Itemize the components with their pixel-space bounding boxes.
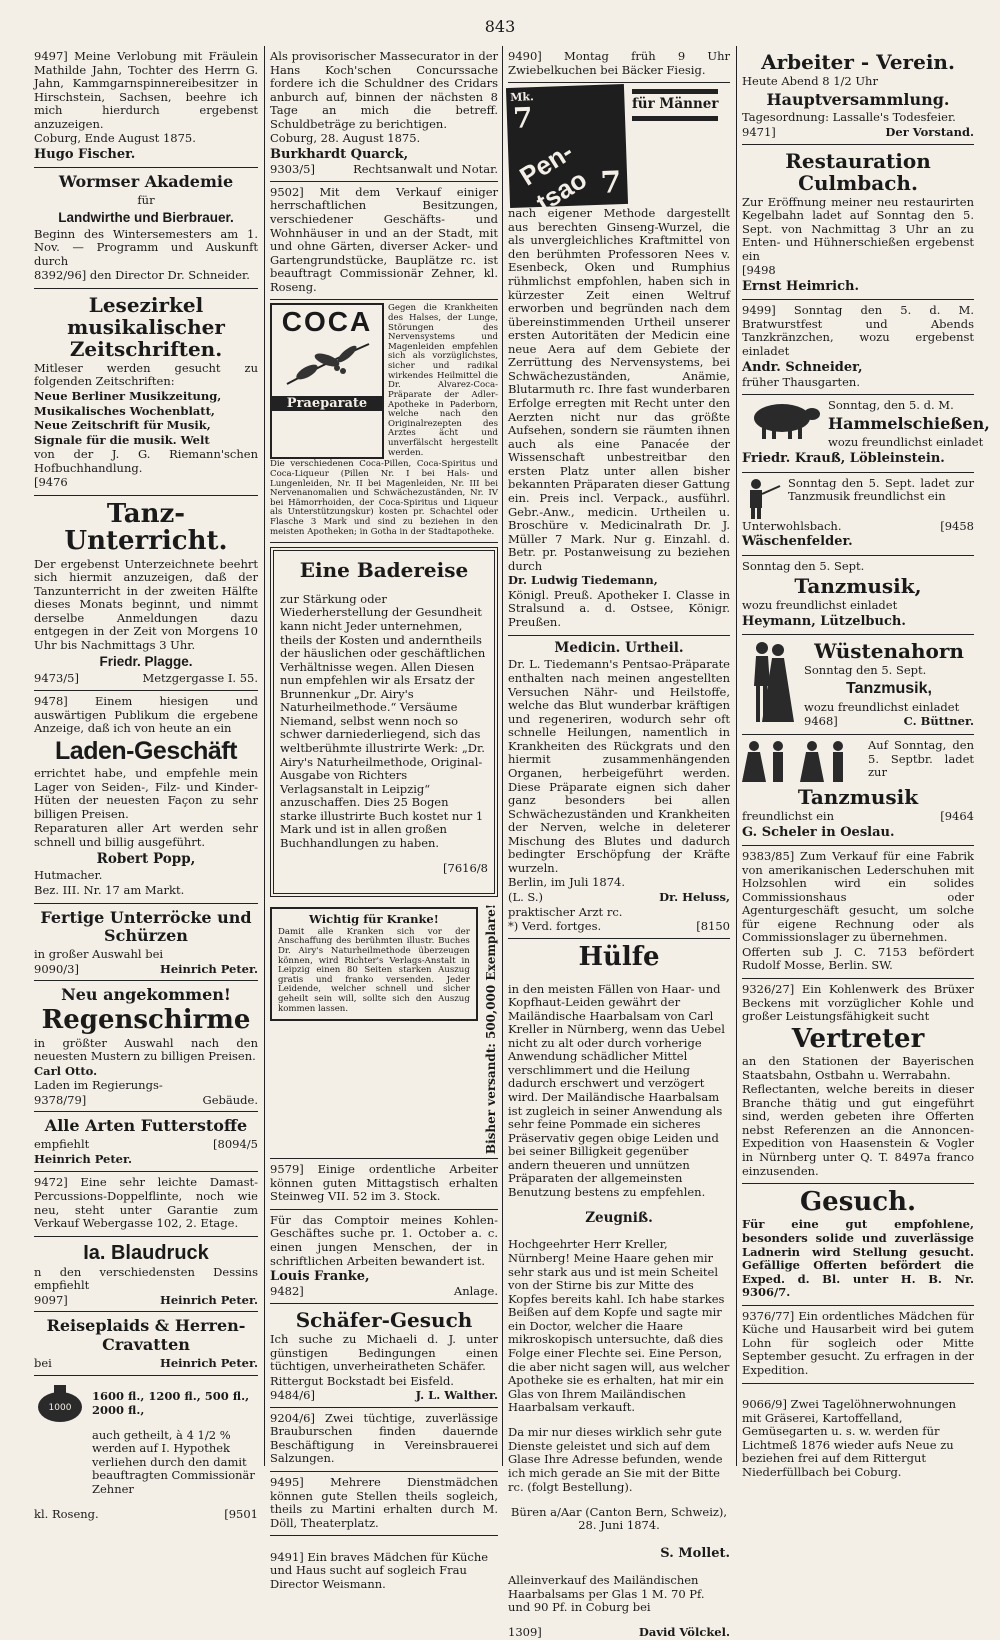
wichtig-box [270,907,478,1021]
musician-icon [742,476,782,520]
column-rule [736,46,737,1466]
ad-unterroecke [34,904,258,982]
column-3 [504,46,734,1640]
ad-lesezirkel [34,289,258,496]
ad-maedchen [742,1306,974,1384]
ad-text: Reflectanten, welche bereits in dieser Branche thätig und gut eingeführt sind, werden gebeten ihre Offerten nebst Referenzen an die Annoncen-Expedition von Haasenstein & Vogler in Nürnberg unter Q. T. 8497a franco einzusenden. [742,1082,974,1178]
ad-text: Für eine gut empfohlene, besonders solide und zuverlässige Ladnerin wird Stellung gesucht. Gefällige Offerten befördert die Exped. d. Bl. unter H. B. Nr. 9306/7. [742,1217,974,1300]
ad-tageloehner [742,1384,974,1480]
ad-signature: G. Scheler in Oeslau. [742,824,895,840]
ad-place: Berlin, im Juli 1874. [508,875,626,890]
ad-seal: (L. S.) [508,890,544,905]
ad-ref: [9476 [34,475,68,490]
ad-verlobung [34,46,258,168]
ad-wuestenahorn [742,635,974,735]
ad-place: Coburg, 28. August 1875. [270,131,421,146]
pentsao-logo [506,84,628,218]
ad-text: in größter Auswahl nach den neuesten Mustern zu billigen Preisen. [34,1035,258,1064]
ad-address: Königl. Preuß. Apotheker I. Classe in Stralsund a. d. Ostsee, Königr. Preußen. [508,587,730,629]
ad-signature: Ernst Heimrich. [742,278,859,294]
ad-text: Damit alle Kranken sich vor der Anschaffung des berühmten illustr. Buches Dr. Airy's Naturheilmethode überzeugen können, wird Richter's Verlags-Anstalt in Leipzig einen 80 Seiten starken Auszug gratis und franko versenden. Jeder Leidende, welcher schnell und sicher geheilt sein will, sollte sich den Auszug kommen lassen. [278,926,470,1014]
ad-title: Fertige Unterröcke und Schürzen [40,907,252,946]
ad-text: 9383/85] Zum Verkauf für eine Fabrik von amerikanischen Lederschuhen mit Holzsohlen wird ein solides Commissionshaus oder Agenturgeschäft gesucht, um solche für eigene Rechnung oder als Commissionslager zu übernehmen. [742,848,974,945]
ad-hammelschiessen [742,395,990,472]
ad-besitzungen [270,182,498,301]
ad-signature: J. L. Walther. [415,1388,498,1403]
ad-ref: [9464 [940,809,974,824]
ad-signature: David Völckel. [638,1625,730,1640]
ad-signature: Friedr. Krauß, Löbleinstein. [742,451,945,467]
ad-text: 9502] Mit dem Verkauf einiger herrschaftlichen Besitzungen, verschiedener Geschäfts- und Wohnhäuser in und an der Stadt, mit und ohne Gärten, diverser Acker- und Gartengrundstücke, Bauplätze rc. ist beauftragt Commissionär Zehner, kl. Roseng. [270,184,498,294]
ad-text: Offerten sub J. C. 7153 befördert Rudolf Mosse, Berlin. SW. [742,944,974,973]
ad-text: 9490] Montag früh 9 Uhr Zwiebelkuchen bei Bäcker Fiesig. [508,49,730,77]
ad-title: Alle Arten Futterstoffe [44,1116,248,1136]
ad-address: Bez. III. Nr. 17 am Markt. [34,883,185,897]
ad-text: Gegen die Krankheiten des Halses, der Lunge, Störungen des Nervensystems und Magenleiden empfehlen sich als vorzüglichstes, sicher und radikal wirkendes Heilmittel die Dr. Alvarez-Coca-Präparate der Adler-Apotheke in Paderborn, welche nach den Originalrezepten des Arztes ächt und unverfälscht hergestellt werden. [388,303,498,458]
ad-amounts: 1600 fl., 1200 fl., 500 fl., 2000 fl., [92,1389,250,1417]
ad-coca [270,300,498,543]
ad-signature: Dr. Heluss, [659,890,730,905]
ad-text: Dr. L. Tiedemann's Pentsao-Präparate enthalten nach meinen angestellten Versuchen Nähr- und Heilstoffe, welche das Blut wunderbar kräftigen und regeneriren, wodurch sehr oft schnelle Heilungen, namentlich in Krankheiten des Rückgrats und den hiermit zusammenhängenden Organen, herbeigeführt werden. Diese Präparate eignen sich daher ganz besonders bei allen Schwächezuständen und Krankheiten der Nerven, welche in deleterer Mischung des Blutes und dadurch bedingter Erschöpfung der Kräfte wurzeln. [508,657,730,875]
ad-address: Unterwohlsbach. [742,518,842,533]
ad-title: Hammelschießen, [828,413,990,433]
coca-logo-text: COCA [281,306,373,338]
ad-title: Lesezirkel musikalischer Zeitschriften. [67,292,225,361]
ad-signature: Wäschenfelder. [742,534,853,550]
ad-role: Hutmacher. [34,868,103,883]
ad-geld [34,1376,258,1522]
ad-title: Arbeiter - Verein. [761,50,955,74]
ad-bratwurst [742,300,974,395]
ad-title: Restauration Culmbach. [785,148,931,195]
ad-huelfe [508,939,730,1640]
ad-tanzmusik-2 [742,556,974,635]
ad-text: Als provisorischer Massecurator in der Hans Koch'schen Concurssache fordere ich die Schuldner des Cridars anburch auf, binnen der nächsten 8 Tage an mich die betreff. Schuldbeträge zu berichtigen. [270,49,498,131]
ad-ref: 9471] [742,125,776,139]
list-item: Neue Zeitschrift für Musik, [34,418,211,433]
ad-brauburschen [270,1408,498,1472]
column-rule [264,46,265,1466]
ad-text: wozu freundlichst einladet [828,434,984,449]
ad-pentsao [508,83,730,635]
ad-maedchen [270,1536,498,1591]
ad-title: Eine Badereise [299,558,469,583]
ad-text: 9478] Einem hiesigen und auswärtigen Publikum die ergebene Anzeige, daß ich von heute an ein [34,693,258,736]
pentsao-logo-price: 7 [599,164,622,201]
column-rule [502,46,503,1466]
ad-fabrik [742,846,974,979]
ad-address: Metzgergasse I. 55. [142,671,258,686]
ad-signature: S. Mollet. [660,1545,730,1561]
ad-text: 9066/9] Zwei Tagelöhnerwohnungen mit Gräserei, Kartoffelland, Gemüsegarten u. s. w. werden für Lichtmeß 1876 wieder aufs Neue zu beziehen frei auf dem Rittergut Niederfüllbach bei Coburg. [742,1397,957,1479]
ad-signature: Dr. Ludwig Tiedemann, [508,573,658,588]
ad-text: Reparaturen aller Art werden sehr schnell und billig ausgeführt. [34,821,258,849]
ad-place: Büren a/Aar (Canton Bern, Schweiz), 28. Juni 1874. [510,1504,728,1533]
ad-text: errichtet habe, und empfehle mein Lager von Seiden-, Filz- und Kinder-Hüten der neuesten Façon zu sehr billigen Preisen. [34,766,258,821]
ad-text: 9495] Mehrere Dienstmädchen können gute Stellen theils sogleich, theils zu Martini erhalten durch M. Döll, Theaterplatz. [270,1475,498,1530]
ad-text: 9376/77] Ein ordentliches Mädchen für Küche und Hausarbeit wird bei gutem Lohn für sogleich oder Mitte September gesucht. Zu erfragen in der Expedition. [742,1308,974,1377]
ad-text: 9491] Ein braves Mädchen für Küche und Haus sucht auf sogleich Frau Director Weismann. [270,1549,489,1591]
ad-signature: Heinrich Peter. [160,961,258,976]
ad-text: Hochgeehrter Herr Kreller, Nürnberg! Meine Haare gehen mir sehr stark aus und ist mein Scheitel von der Stirne bis zur Mitte des Kopfes bereits kahl. Ich habe starkes Beißen auf dem Kopfe und sagte mir ein Doctor, welcher die Haare mikroskopisch untersuchte, daß dies Folge einer Flechte sei. Eine Person, die aber nicht sagen will, aus welcher Apotheke sie es erhalten, hat mir ein Glas von Ihrem Mailändischen Haarbalsam verkauft. [508,1237,730,1415]
ad-akademie [34,168,258,289]
ad-text: zur Stärkung oder Wiederherstellung der Gesundheit kann nicht Jeder unternehmen, theils der Kosten und anderntheils der häuslichen oder geschäftlichen Verhältnisse wegen. Allen Diesen nun empfehlen wir als Ersatz der Brunnenkur „Dr. Airy's Naturheilmethode.“ Versäume Niemand, selbst wenn noch so schwer darniederliegend, sich das weltberühmte illustrirte Werk: „Dr. Airy's Naturheilmethode, Original-Ausgabe von Richters Verlagsanstalt in Leipzig“ anzuschaffen. Dies 25 Bogen starke illustrirte Buch kostet nur 1 Mark und ist in allen großen Buchhandlungen zu haben. [280,591,486,850]
ad-title: für Männer [632,96,719,113]
svg-text:1000: 1000 [48,1402,72,1413]
column-2 [266,46,502,1591]
ad-kohlenwerk [742,979,974,1184]
list-item: Signale für die musik. Welt [34,432,210,447]
ad-text: Tagesordnung: Lassalle's Todesfeier. [742,110,956,125]
ad-text: 9499] Sonntag den 5. d. M. Bratwurstfest und Abends Tanzkränzchen, wozu ergebenst einladet [742,303,974,358]
ad-text: 9204/6] Zwei tüchtige, zuverlässige Brauburschen finden dauernde Beschäftigung in Vereinsbrauerei Salzungen. [270,1410,498,1466]
ad-text: Zur Eröffnung meiner neu restaurirten Kegelbahn ladet auf Sonntag den 5. Sept. von Nachmittag 3 Uhr an zu Enten- und Hühnerschießen ergebenst ein [742,194,974,263]
ad-title: Gesuch. [799,1187,917,1218]
ad-dienstmaedchen [270,1472,498,1536]
ad-ref: [7616/8 [443,861,488,876]
ad-text: Die verschiedenen Coca-Pillen, Coca-Spiritus und Coca-Liqueur (Pillen Nr. I bei Hals- und Lungenleiden, Nr. II bei Magenleiden, Nr. III bei Nervenanomalien und Schwächezuständen, Nr. IV bei Hämorrhoiden, der Coca-Spiritus und Liqueur als Unterstützungskur) kosten pr. Schachtel oder Flasche 3 Mark und sind zu beziehen in den meisten Apotheken; in Gotha in der Stadtapotheke. [270,459,498,537]
ad-address: kl. Roseng. [34,1507,99,1522]
ad-subtitle: Zeugniß. [585,1210,653,1227]
ad-title: Ia. Blaudruck [83,1241,209,1264]
ad-text: von der J. G. Riemann'schen Hofbuchhandlung. [34,447,258,475]
ad-title: Wüstenahorn [814,639,964,664]
ad-title: Hülfe [578,941,660,972]
ad-text: empfiehlt [34,1137,90,1152]
ad-role: praktischer Arzt rc. [508,904,623,919]
ad-title: Laden-Geschäft [55,736,237,765]
ad-signature: Heinrich Peter. [160,1292,258,1307]
ad-massecurator [270,46,498,182]
ad-ref: 9484/6] [270,1388,315,1403]
ad-text: n den verschiedensten Dessins empfiehlt [34,1264,258,1293]
ad-title: Tanzmusik [797,785,919,810]
ad-place: Coburg, Ende August 1875. [34,131,196,146]
ad-ref: [8150 [696,919,730,934]
ad-title: Medicin. Urtheil. [554,639,684,656]
ad-text: für [137,193,155,208]
ad-title: Tanz-Unterricht. [64,498,228,557]
ad-role: früher Thausgarten. [742,374,860,389]
ad-text: Sonntag, den 5. d. M. [828,398,954,413]
ad-signature: Heinrich Peter. [160,1356,258,1371]
ad-schaefer [270,1304,498,1408]
ad-ref: 9090/3] [34,961,79,976]
ad-text: Mitleser werden gesucht zu folgenden Zeitschriften: [34,360,258,389]
page-number: 843 [484,17,516,36]
ad-title: Schäfer-Gesuch [295,1307,473,1332]
ad-arbeiter-verein [742,46,974,145]
list-item: Neue Berliner Musikzeitung, [34,389,222,403]
ad-text: Da mir nur dieses wirklich sehr gute Dienste geleistet und sich auf dem Glase Ihre Adresse befunden, wende ich mich gerade an Sie mit der Bitte rc. (folgt Bestellung). [508,1425,723,1494]
ad-text: freundlichst ein [742,809,835,824]
ad-subtitle: Neu angekommen! [61,985,231,1005]
ad-signature: Der Vorstand. [885,125,974,139]
ad-signature: Carl Otto. [34,1063,98,1078]
ad-signature: Robert Popp, [96,850,196,867]
ad-signature: C. Büttner. [903,714,974,729]
ad-text: auch getheilt, à 4 1/2 % werden auf I. Hypothek verliehen durch den damit beauftragten Commissionär Zehner [92,1427,255,1497]
coca-logo [270,303,384,459]
ad-urtheil [508,636,730,939]
ad-subtitle: Hauptversammlung. [766,89,950,109]
ad-title: Wormser Akademie [58,172,234,192]
column-1 [30,46,262,1522]
ad-ref: 9468] [804,714,838,729]
ad-text: Sonntag den 5. Sept. [742,558,865,573]
ad-futterstoffe [34,1112,258,1172]
ad-title: Tanzmusik, [794,574,922,599]
ad-text: Heute Abend 8 1/2 Uhr [742,74,878,88]
ad-text: 9579] Einige ordentliche Arbeiter können guten Mittagstisch erhalten Steinweg VII. 52 im 3. Stock. [270,1162,498,1204]
ad-address: Anlage. [453,1284,498,1299]
ad-text: Sonntag den 5. Sept. [804,663,927,678]
ad-badereise [270,547,498,897]
ad-signature: Heinrich Peter. [34,1151,132,1166]
ad-wichtig [270,901,498,1159]
pentsao-logo-name: Pen-tsao [514,136,592,218]
ad-side-text: Bisher versandt: 500,000 Exemplare! [483,904,498,1155]
ad-ref: [9458 [940,518,974,533]
ad-text: Auf Sonntag, den 5. Septbr. ladet zur [868,738,974,780]
ad-text: 9326/27] Ein Kohlenwerk des Brüxer Beckens mit vorzüglicher Kohle und großer Leistungsfähigkeit sucht [742,982,974,1024]
pentsao-logo-price: 7 [512,101,534,135]
ad-comptoir [270,1210,498,1304]
ad-text: Sonntag den 5. Sept. ladet zur Tanzmusik freundlichst ein [788,475,974,504]
ad-text: in den meisten Fällen von Haar- und Kopfhaut-Leiden gewährt der Mailändische Haarbalsam von Carl Kreller in Nürnberg, wenn das Uebel nicht zu alt oder durch vorherige Anwendung schädlicher Mittel verschlimmert und die Heilung dadurch erschwert und verzögert wird. Der Mailändische Haarbalsam ist zugleich in seiner Anwendung als sehr feine Pommade ein sicheres Präservativ gegen obige Leiden und bei seiner Billigkeit gegenüber andern theueren und unnützen Präparaten der allgemeinsten Benutzung bestens zu empfehlen. [508,981,725,1199]
ad-title: Wichtig für Kranke! [309,912,439,927]
ad-role: Rechtsanwalt und Notar. [353,162,498,177]
ad-ref: 9378/79] [34,1092,87,1107]
ad-text: 9497] Meine Verlobung mit Fräulein Mathilde Jahn, Tochter des Herrn G. Jahn, Kammgarnspinnereibesitzer in Hirschstein, Sachsen, beehre ich mich hierdurch ergebenst anzuzeigen. [34,49,258,131]
column-4 [738,46,990,1479]
ad-text: Der ergebenst Unterzeichnete beehrt sich hiermit anzuzeigen, daß der Tanzunterricht in der zweiten Hälfte dieses Monats beginnt, und nimmt derselbe Anmeldungen dazu entgegen in der Zeit von Morgens 10 Uhr bis Nachmittags 3 Uhr. [34,556,258,652]
sheep-icon [742,398,822,440]
ad-title: Reiseplaids & Herren-Cravatten [46,1316,246,1355]
ad-oeslau [742,735,974,846]
ad-culmbach [742,145,974,301]
ad-mittagstisch [270,1159,498,1210]
ad-text: bei [34,1356,52,1371]
ad-ref: 9097] [34,1292,68,1307]
ad-text: Alleinverkauf des Mailändischen Haarbalsams per Glas 1 M. 70 Pf. und 90 Pf. in Coburg bei [508,1573,705,1615]
divider [632,89,718,94]
ad-address: Laden im Regierungs- [34,1078,163,1093]
ad-signature: Friedr. Plagge. [99,654,193,670]
coca-logo-label: Praeparate [272,396,382,411]
ad-text: nach eigener Methode dargestellt aus berechten Ginseng-Wurzel, die als unvergleichliches Kraftmittel von den berühmten Professoren Nees v. Esenbeck, Oken und Rumphius rühmlichst empfohlen, haben sich in kürzester Zeit einen Weltruf erworben und begründen nach dem übereinstimmenden Urtheil unserer ersten Autoritäten der Medicin eine neue Aera auf dem Gebiete der Zerrüttung des Nervensystems, bei Schwächezuständen, Anämie, Blutarmuth rc. Ihre fast wunderbaren Erfolge erregten mit Recht unter den Aerzten nicht nur das größte Aufsehen, sondern sie räumten ihnen auch als eine Panacée der Wissenschaft unbestreitbar den ersten Platz unter allen bisher bekannten Präparaten dieser Gattung ein. Preis incl. Verpack., ausführl. Gebr.-Anw., medicin. Urtheilen u. Broschüre v. Medicinalrath Dr. J. Müller 7 Mark. Nur g. Einzahl. d. Betr. pr. Postanweisung zu beziehen durch [508,206,730,573]
ad-title: Regenschirme [41,1005,251,1036]
divider [632,116,718,121]
ad-title: Vertreter [791,1023,925,1054]
money-bag-icon [34,1379,86,1423]
ad-laden [34,691,258,904]
ad-text: Ich suche zu Michaeli d. J. unter günstigen Bedingungen einen tüchtigen, unverheiratheten Schäfer. [270,1331,498,1374]
ad-signature: Hugo Fischer. [34,146,136,162]
ad-ref: 8392/96] den Director Dr. Schneider. [34,268,250,283]
ad-subtitle: Tanzmusik, [846,679,932,697]
ad-gesuch [742,1184,974,1306]
ad-text: an den Stationen der Bayerischen Staatsbahn, Ostbahn u. Werrabahn. [742,1054,974,1082]
ad-text: Für das Comptoir meines Kohlen-Geschäftes suche pr. 1. October a. c. einen jungen Menschen, der in schriftlichen Arbeiten bewandert ist. [270,1212,498,1268]
ad-ref: 9303/5] [270,162,315,177]
ad-text: wozu freundlichst einladet [742,598,898,613]
ad-ref: [9498 [742,263,776,278]
ad-regenschirme [34,981,258,1112]
ad-signature: Andr. Schneider, [742,359,863,375]
dancing-couples-icon [742,738,862,784]
ad-subtitle: Landwirthe und Bierbrauer. [58,209,234,225]
pentsao-logo-unit: Mk. [510,90,535,105]
ad-tanz-unterricht [34,496,258,691]
ad-address: Gebäude. [202,1092,258,1107]
ad-flinte [34,1172,258,1236]
ad-text: in großer Auswahl bei [34,947,164,962]
list-item: Musikalisches Wochenblatt, [34,403,215,418]
ad-text: wozu freundlichst einladet [804,699,960,714]
ad-tanzmusik-1 [742,473,974,556]
ad-address: Rittergut Bockstadt bei Eisfeld. [270,1373,454,1388]
ad-signature: Heymann, Lützelbuch. [742,613,906,629]
ad-blaudruck [34,1237,258,1313]
ad-note: *) Verd. fortges. [508,919,602,934]
ad-signature: Louis Franke, [270,1269,370,1285]
ad-text: 9472] Eine sehr leichte Damast-Percussions-Doppelflinte, noch wie neu, steht unter Garantie zum Verkauf Webergasse 102, 2. Etage. [34,1175,258,1231]
dancers-icon [742,638,798,730]
ad-signature: Burkhardt Quarck, [270,146,409,162]
ad-text: Beginn des Wintersemesters am 1. Nov. — Programm und Auskunft durch [34,226,258,268]
ad-ref: 9473/5] [34,671,79,686]
ad-ref: [9501 [224,1507,258,1522]
ad-zwiebelkuchen [508,46,730,83]
ad-ref: [8094/5 [213,1137,258,1152]
coca-leaf-icon [277,338,377,390]
ad-ref: 9482] [270,1284,304,1299]
ad-ref: 1309] [508,1625,542,1640]
ad-reiseplaids [34,1312,258,1375]
